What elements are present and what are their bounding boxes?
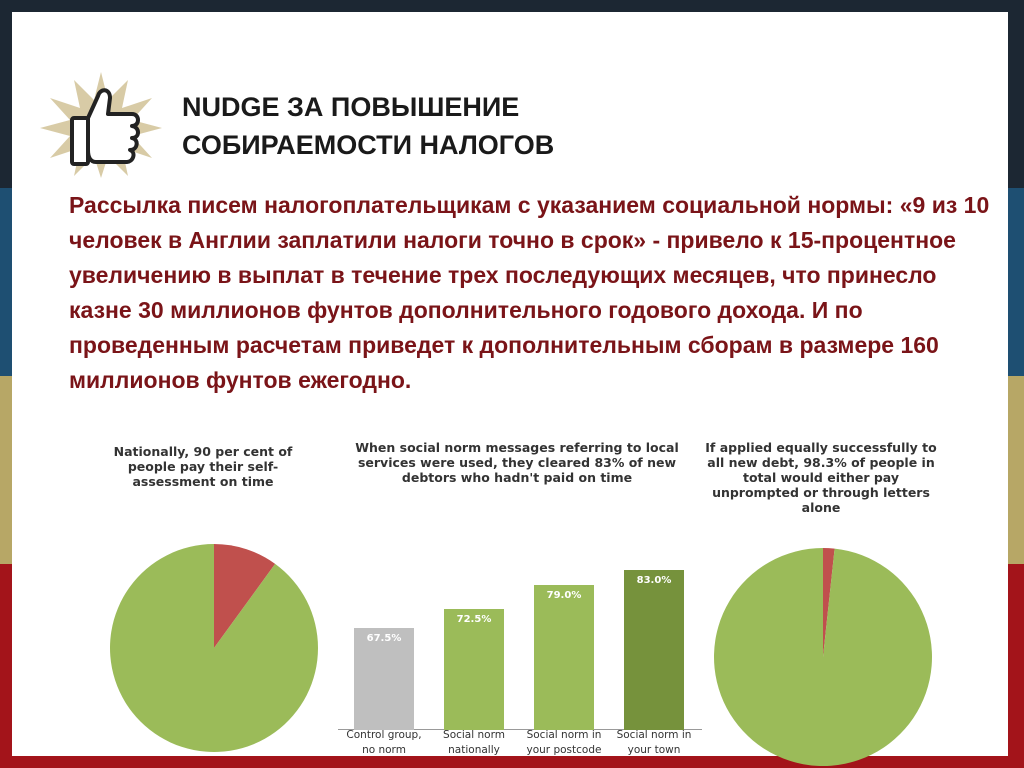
bar-4 xyxy=(624,570,684,730)
slide-title xyxy=(182,88,554,164)
thumbs-up-starburst-icon xyxy=(36,70,166,180)
bar-value-label: 72.5% xyxy=(456,614,492,625)
bar-category-label xyxy=(431,728,517,758)
pie-left-caption: Nationally, 90 per cent of people pay their self-assessment on time xyxy=(113,444,293,489)
bar-category-label xyxy=(341,728,427,758)
pie-chart-left xyxy=(108,542,320,754)
bar-category-label xyxy=(521,728,607,758)
bar-chart-caption: When social norm messages referring to local services were used, they cleared 83% of new debtors who hadn't paid on time xyxy=(355,440,679,485)
bar-category-label-line: Social norm in xyxy=(616,729,692,741)
bar-value-label: 79.0% xyxy=(546,590,582,601)
bar-category-label xyxy=(611,728,697,758)
pie-chart-right xyxy=(712,546,934,768)
bar-category-label-line: your postcode xyxy=(526,744,602,756)
bar-category-label-line: Social norm xyxy=(443,729,505,741)
body-paragraph: Рассылка писем налогоплательщикам с указанием социальной нормы: «9 из 10 человек в Англии заплатили налоги точно в срок» - привело к 15-процентное увеличению в выплат в течение трех последующих месяцев, что принесло казне 30 миллионов фунтов дополнительного годового дохода. И по проведенным расчетам приведет к дополнительным сборам в размере 160 миллионов фунтов ежегодно. xyxy=(69,192,990,393)
bar-value-label: 83.0% xyxy=(636,575,672,586)
bar-category-label-line: your town xyxy=(627,744,681,756)
bar-2 xyxy=(444,609,504,730)
bar-3 xyxy=(534,585,594,730)
bar-1 xyxy=(354,628,414,730)
pie-right-slice-major xyxy=(714,548,932,766)
slide xyxy=(12,12,1008,756)
bar-category-label-line: Social norm in xyxy=(526,729,602,741)
bar-value-label: 67.5% xyxy=(366,633,402,644)
slide-title-line2: СОБИРАЕМОСТИ НАЛОГОВ xyxy=(182,130,555,160)
slide-title-line1: NUDGE ЗА ПОВЫШЕНИЕ xyxy=(182,92,520,122)
bar-category-label-line: Control group, xyxy=(346,729,422,741)
bar-chart xyxy=(330,530,710,768)
bar-category-label-line: no norm xyxy=(362,744,406,756)
pie-left-slice-major xyxy=(110,544,318,752)
bar-category-label-line: nationally xyxy=(448,744,500,756)
pie-right-caption: If applied equally successfully to all new debt, 98.3% of people in total would either pay unprompted or through letters alone xyxy=(705,440,937,515)
